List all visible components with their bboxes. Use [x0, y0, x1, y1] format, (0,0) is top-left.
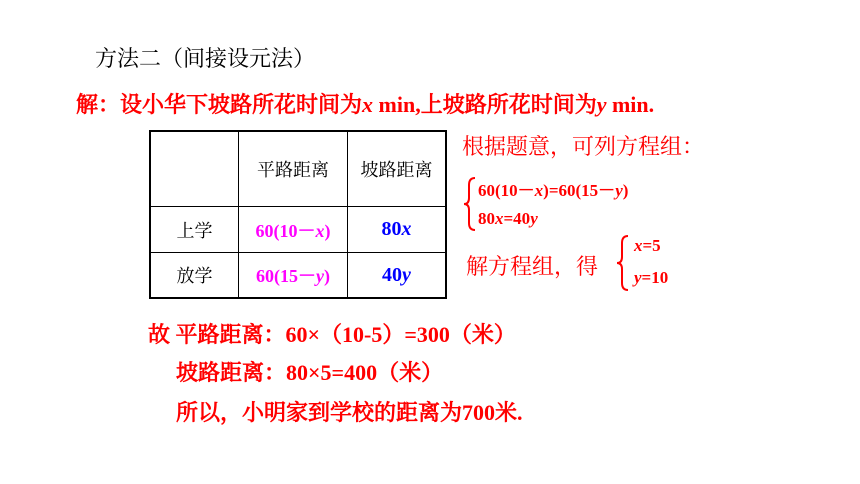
result-y-var: y [634, 268, 642, 287]
eq1-post: ) [622, 181, 629, 200]
eq2-y: y [530, 209, 538, 228]
row-label-from-school: 放学 [150, 253, 239, 299]
var-y: y [596, 92, 607, 117]
setup-suffix: min. [606, 92, 655, 117]
flat-expr-var: y [316, 266, 324, 286]
cell-slope-to-school [348, 207, 447, 253]
distance-table [149, 130, 447, 299]
eq1-y: y [615, 181, 623, 200]
equation-2 [478, 209, 538, 229]
equation-1 [478, 176, 628, 201]
answer-total-distance: 所以，小明家到学校的距离为700米. [176, 400, 523, 425]
eq1-x: x [534, 181, 544, 200]
table-header-row [150, 131, 446, 207]
flat-expr-post: ) [324, 266, 330, 286]
table-corner-cell [150, 131, 239, 207]
eq2-x: x [495, 209, 504, 228]
eq1-pre: 60(10－ [478, 181, 535, 200]
solution-setup [76, 88, 654, 119]
answer-slope-distance: 坡路距离：80×5=400（米） [176, 360, 444, 385]
flat-expr-post: ) [324, 220, 331, 241]
result-intro: 解方程组，得 [466, 254, 599, 279]
table-row [150, 207, 446, 253]
eq2-mid: =40 [503, 209, 531, 228]
result-y [634, 268, 668, 288]
header-slope-distance: 坡路距离 [348, 131, 447, 207]
setup-prefix: 解：设小华下坡路所花时间为 [76, 92, 363, 117]
result-x-var: x [634, 236, 643, 255]
table-row [150, 253, 446, 299]
cell-slope-from-school [348, 253, 447, 299]
setup-middle: min,上坡路所花时间为 [373, 92, 597, 117]
result-x-val: =5 [642, 236, 661, 255]
cell-flat-to-school [239, 207, 348, 253]
var-x: x [362, 92, 374, 117]
slope-expr-var: x [401, 218, 412, 240]
left-brace-icon [616, 234, 630, 292]
result-y-val: =10 [641, 268, 669, 287]
answer-flat-distance: 故 平路距离：60×（10-5）=300（米） [148, 322, 516, 347]
row-label-to-school: 上学 [150, 207, 239, 253]
flat-expr-var: x [315, 220, 325, 241]
slope-expr-var: y [402, 263, 411, 286]
eq2-num: 80 [478, 209, 495, 228]
system-intro: 根据题意，可列方程组： [462, 134, 705, 159]
flat-expr-pre: 60(10－ [255, 220, 316, 241]
slope-expr-num: 40 [382, 263, 403, 286]
eq1-mid: )=60(15－ [543, 181, 616, 200]
method-title: 方法二（间接设元法） [95, 46, 316, 71]
left-brace-icon [463, 176, 477, 232]
flat-expr-pre: 60(15－ [256, 266, 316, 286]
result-x [634, 236, 661, 256]
cell-flat-from-school [239, 253, 348, 299]
header-flat-distance: 平路距离 [239, 131, 348, 207]
slope-expr-num: 80 [381, 218, 402, 240]
